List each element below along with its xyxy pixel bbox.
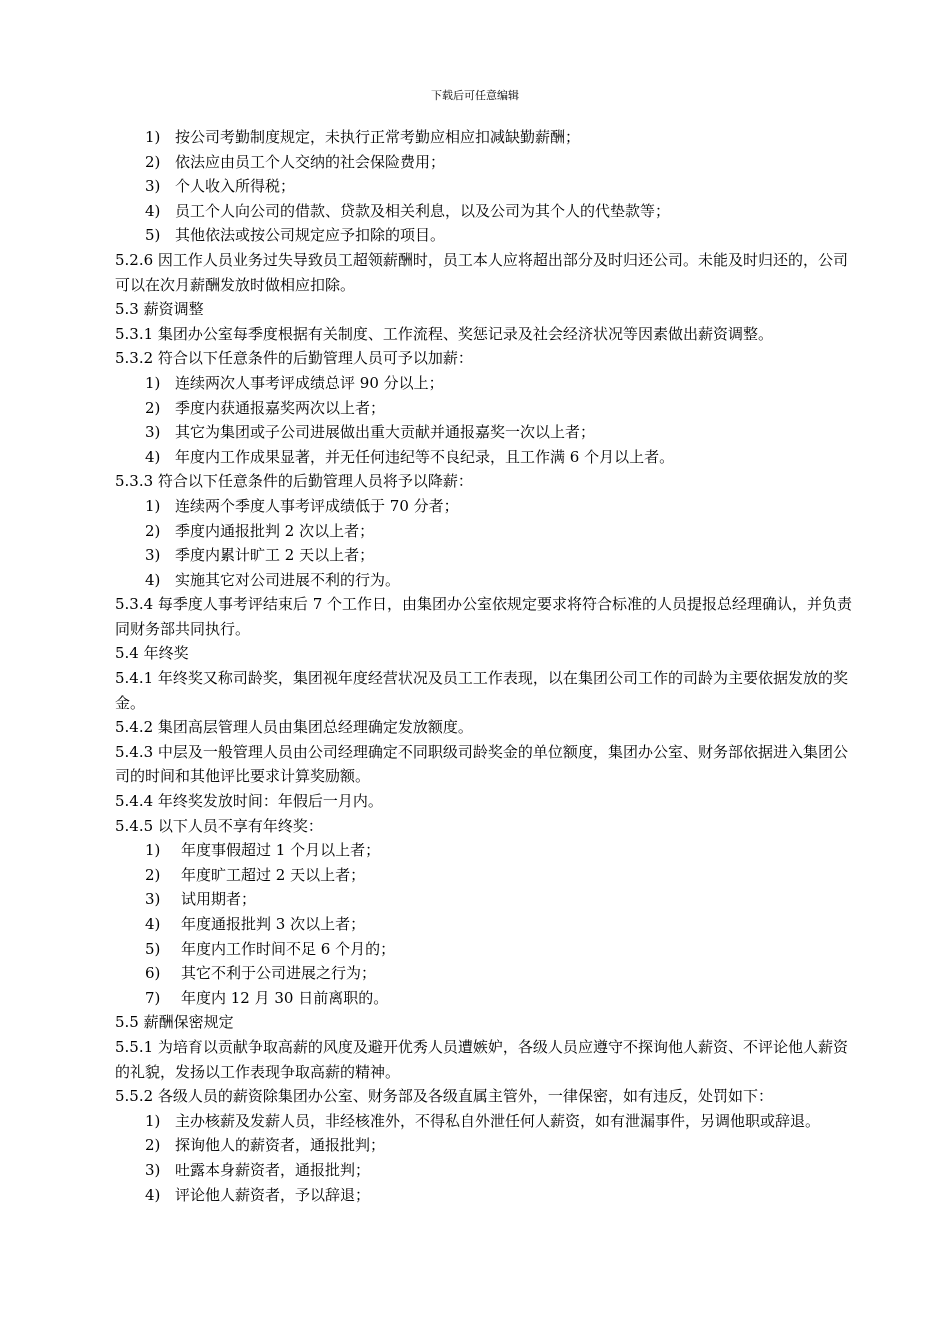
list-item-number: 3): [145, 1160, 161, 1179]
list-item-number: 4): [145, 570, 161, 589]
list-item: [115, 125, 860, 150]
list-item-number: 1): [145, 373, 161, 392]
paragraph: 5.2.6 因工作人员业务过失导致员工超领薪酬时，员工本人应将超出部分及时归还公司。未能及时归还的，公司可以在次月薪酬发放时做相应扣除。: [115, 250, 848, 294]
list-item-text: 其他依法或按公司规定应予扣除的项目。: [175, 226, 446, 245]
list-item-number: 4): [145, 447, 161, 466]
list-item-number: 4): [145, 201, 161, 220]
list-item-number: 4): [145, 915, 161, 933]
list-item-text: 个人收入所得税；: [175, 177, 296, 196]
list-item-text: 年度旷工超过 2 天以上者；: [181, 865, 366, 884]
paragraph: 5.5.2 各级人员的薪资除集团办公室、财务部及各级直属主管外，一律保密，如有违反，处罚如下：: [115, 1087, 773, 1106]
list-item-number: 2): [145, 521, 161, 540]
paragraph: 5.5.1 为培育以贡献争取高薪的风度及避开优秀人员遭嫉妒，各级人员应遵守不探询他人薪资、不评论他人薪资的礼貌，发扬以工作表现争取高薪的精神。: [115, 1037, 848, 1081]
list-item-number: 3): [145, 423, 161, 442]
paragraph: 5.5 薪酬保密规定: [115, 1013, 234, 1032]
list-item: [115, 420, 860, 445]
list-item: [115, 937, 860, 962]
list-item: [115, 863, 860, 888]
list-item-number: 3): [145, 546, 161, 565]
list-item-number: 3): [145, 890, 161, 909]
list-item-number: 4): [145, 1185, 161, 1204]
list-item-text: 连续两次人事考评成绩总评 90 分以上；: [175, 373, 444, 392]
list-item: [115, 223, 860, 248]
list-item: [115, 961, 860, 986]
list-item-number: 2): [145, 398, 161, 417]
paragraph: 5.3 薪资调整: [115, 300, 204, 319]
list-item: [115, 519, 860, 544]
list-item: [115, 912, 860, 937]
list-item: [115, 1158, 860, 1183]
list-item-number: 1): [145, 128, 161, 146]
list-item-number: 2): [145, 1136, 161, 1155]
list-item-text: 年度事假超过 1 个月以上者；: [181, 841, 381, 860]
list-item: [115, 396, 860, 421]
list-item-number: 3): [145, 177, 161, 196]
list-item: [115, 150, 860, 175]
list-item-number: 2): [145, 865, 161, 884]
paragraph: 5.3.2 符合以下任意条件的后勤管理人员可予以加薪：: [115, 349, 473, 368]
list-item-text: 依法应由员工个人交纳的社会保险费用；: [175, 152, 446, 171]
list-item-number: 7): [145, 988, 161, 1007]
list-item-text: 季度内通报批判 2 次以上者；: [175, 521, 375, 540]
paragraph: 5.4.4 年终奖发放时间：年假后一月内。: [115, 792, 383, 811]
list-item: [115, 445, 860, 470]
list-item-number: 6): [145, 964, 161, 983]
list-item-number: 1): [145, 841, 161, 860]
list-item-number: 5): [145, 939, 161, 958]
paragraph: 5.4 年终奖: [115, 644, 189, 663]
list-item: [115, 543, 860, 568]
paragraph: 5.4.3 中层及一般管理人员由公司经理确定不同职级司龄奖金的单位额度，集团办公室、财务部依据进入集团公司的时间和其他评比要求计算奖励额。: [115, 742, 848, 786]
paragraph: 5.3.4 每季度人事考评结束后 7 个工作日，由集团办公室依规定要求将符合标准的人员提报总经理确认，并负责同财务部共同执行。: [115, 595, 853, 638]
list-item: [115, 199, 860, 224]
list-item: [115, 494, 860, 519]
list-item: [115, 371, 860, 396]
list-item: [115, 568, 860, 593]
list-item-number: 5): [145, 226, 161, 245]
list-item: [115, 838, 860, 863]
list-item-text: 年度内工作成果显著，并无任何违纪等不良纪录，且工作满 6 个月以上者。: [175, 447, 675, 466]
list-item-text: 季度内累计旷工 2 天以上者；: [175, 546, 375, 565]
list-item-text: 探询他人的薪资者，通报批判；: [175, 1136, 386, 1155]
list-item: [115, 887, 860, 912]
list-item: [115, 1109, 860, 1134]
paragraph: 5.3.3 符合以下任意条件的后勤管理人员将予以降薪：: [115, 472, 473, 491]
paragraph: 5.3.1 集团办公室每季度根据有关制度、工作流程、奖惩记录及社会经济状况等因素做出薪资调整。: [115, 324, 773, 343]
paragraph: 5.4.5 以下人员不享有年终奖：: [115, 816, 323, 835]
list-item: [115, 1183, 860, 1208]
list-item-text: 员工个人向公司的借款、贷款及相关利息，以及公司为其个人的代垫款等；: [175, 201, 671, 220]
list-item-text: 实施其它对公司进展不利的行为。: [175, 570, 401, 589]
list-item-text: 连续两个季度人事考评成绩低于 70 分者；: [175, 496, 459, 515]
paragraph: 5.4.2 集团高层管理人员由集团总经理确定发放额度。: [115, 718, 473, 737]
paragraph: 5.4.1 年终奖又称司龄奖，集团视年度经营状况及员工工作表现，以在集团公司工作的司龄为主要依据发放的奖金。: [115, 669, 848, 712]
list-item-text: 其它不利于公司进展之行为；: [181, 964, 377, 983]
list-item-number: 2): [145, 152, 161, 171]
list-item-number: 1): [145, 496, 161, 515]
list-item: [115, 174, 860, 199]
list-item-text: 按公司考勤制度规定，未执行正常考勤应相应扣减缺勤薪酬；: [175, 128, 581, 146]
document-body: [115, 125, 860, 1207]
list-item-text: 评论他人薪资者，予以辞退；: [175, 1185, 371, 1204]
list-item-text: 其它为集团或子公司进展做出重大贡献并通报嘉奖一次以上者；: [175, 423, 596, 442]
list-item-text: 年度通报批判 3 次以上者；: [181, 915, 366, 933]
list-item-text: 年度内工作时间不足 6 个月的；: [181, 939, 396, 958]
list-item-text: 主办核薪及发薪人员，非经核准外，不得私自外泄任何人薪资，如有泄漏事件，另调他职或辞退。: [175, 1111, 821, 1130]
list-item: [115, 1133, 860, 1158]
list-item-text: 吐露本身薪资者，通报批判；: [175, 1160, 371, 1179]
list-item-number: 1): [145, 1111, 161, 1130]
list-item-text: 试用期者；: [181, 890, 257, 909]
list-item-text: 年度内 12 月 30 日前离职的。: [181, 988, 389, 1007]
page-header: 下载后可任意编辑: [431, 89, 519, 102]
list-item-text: 季度内获通报嘉奖两次以上者；: [175, 398, 386, 417]
list-item: [115, 986, 860, 1011]
